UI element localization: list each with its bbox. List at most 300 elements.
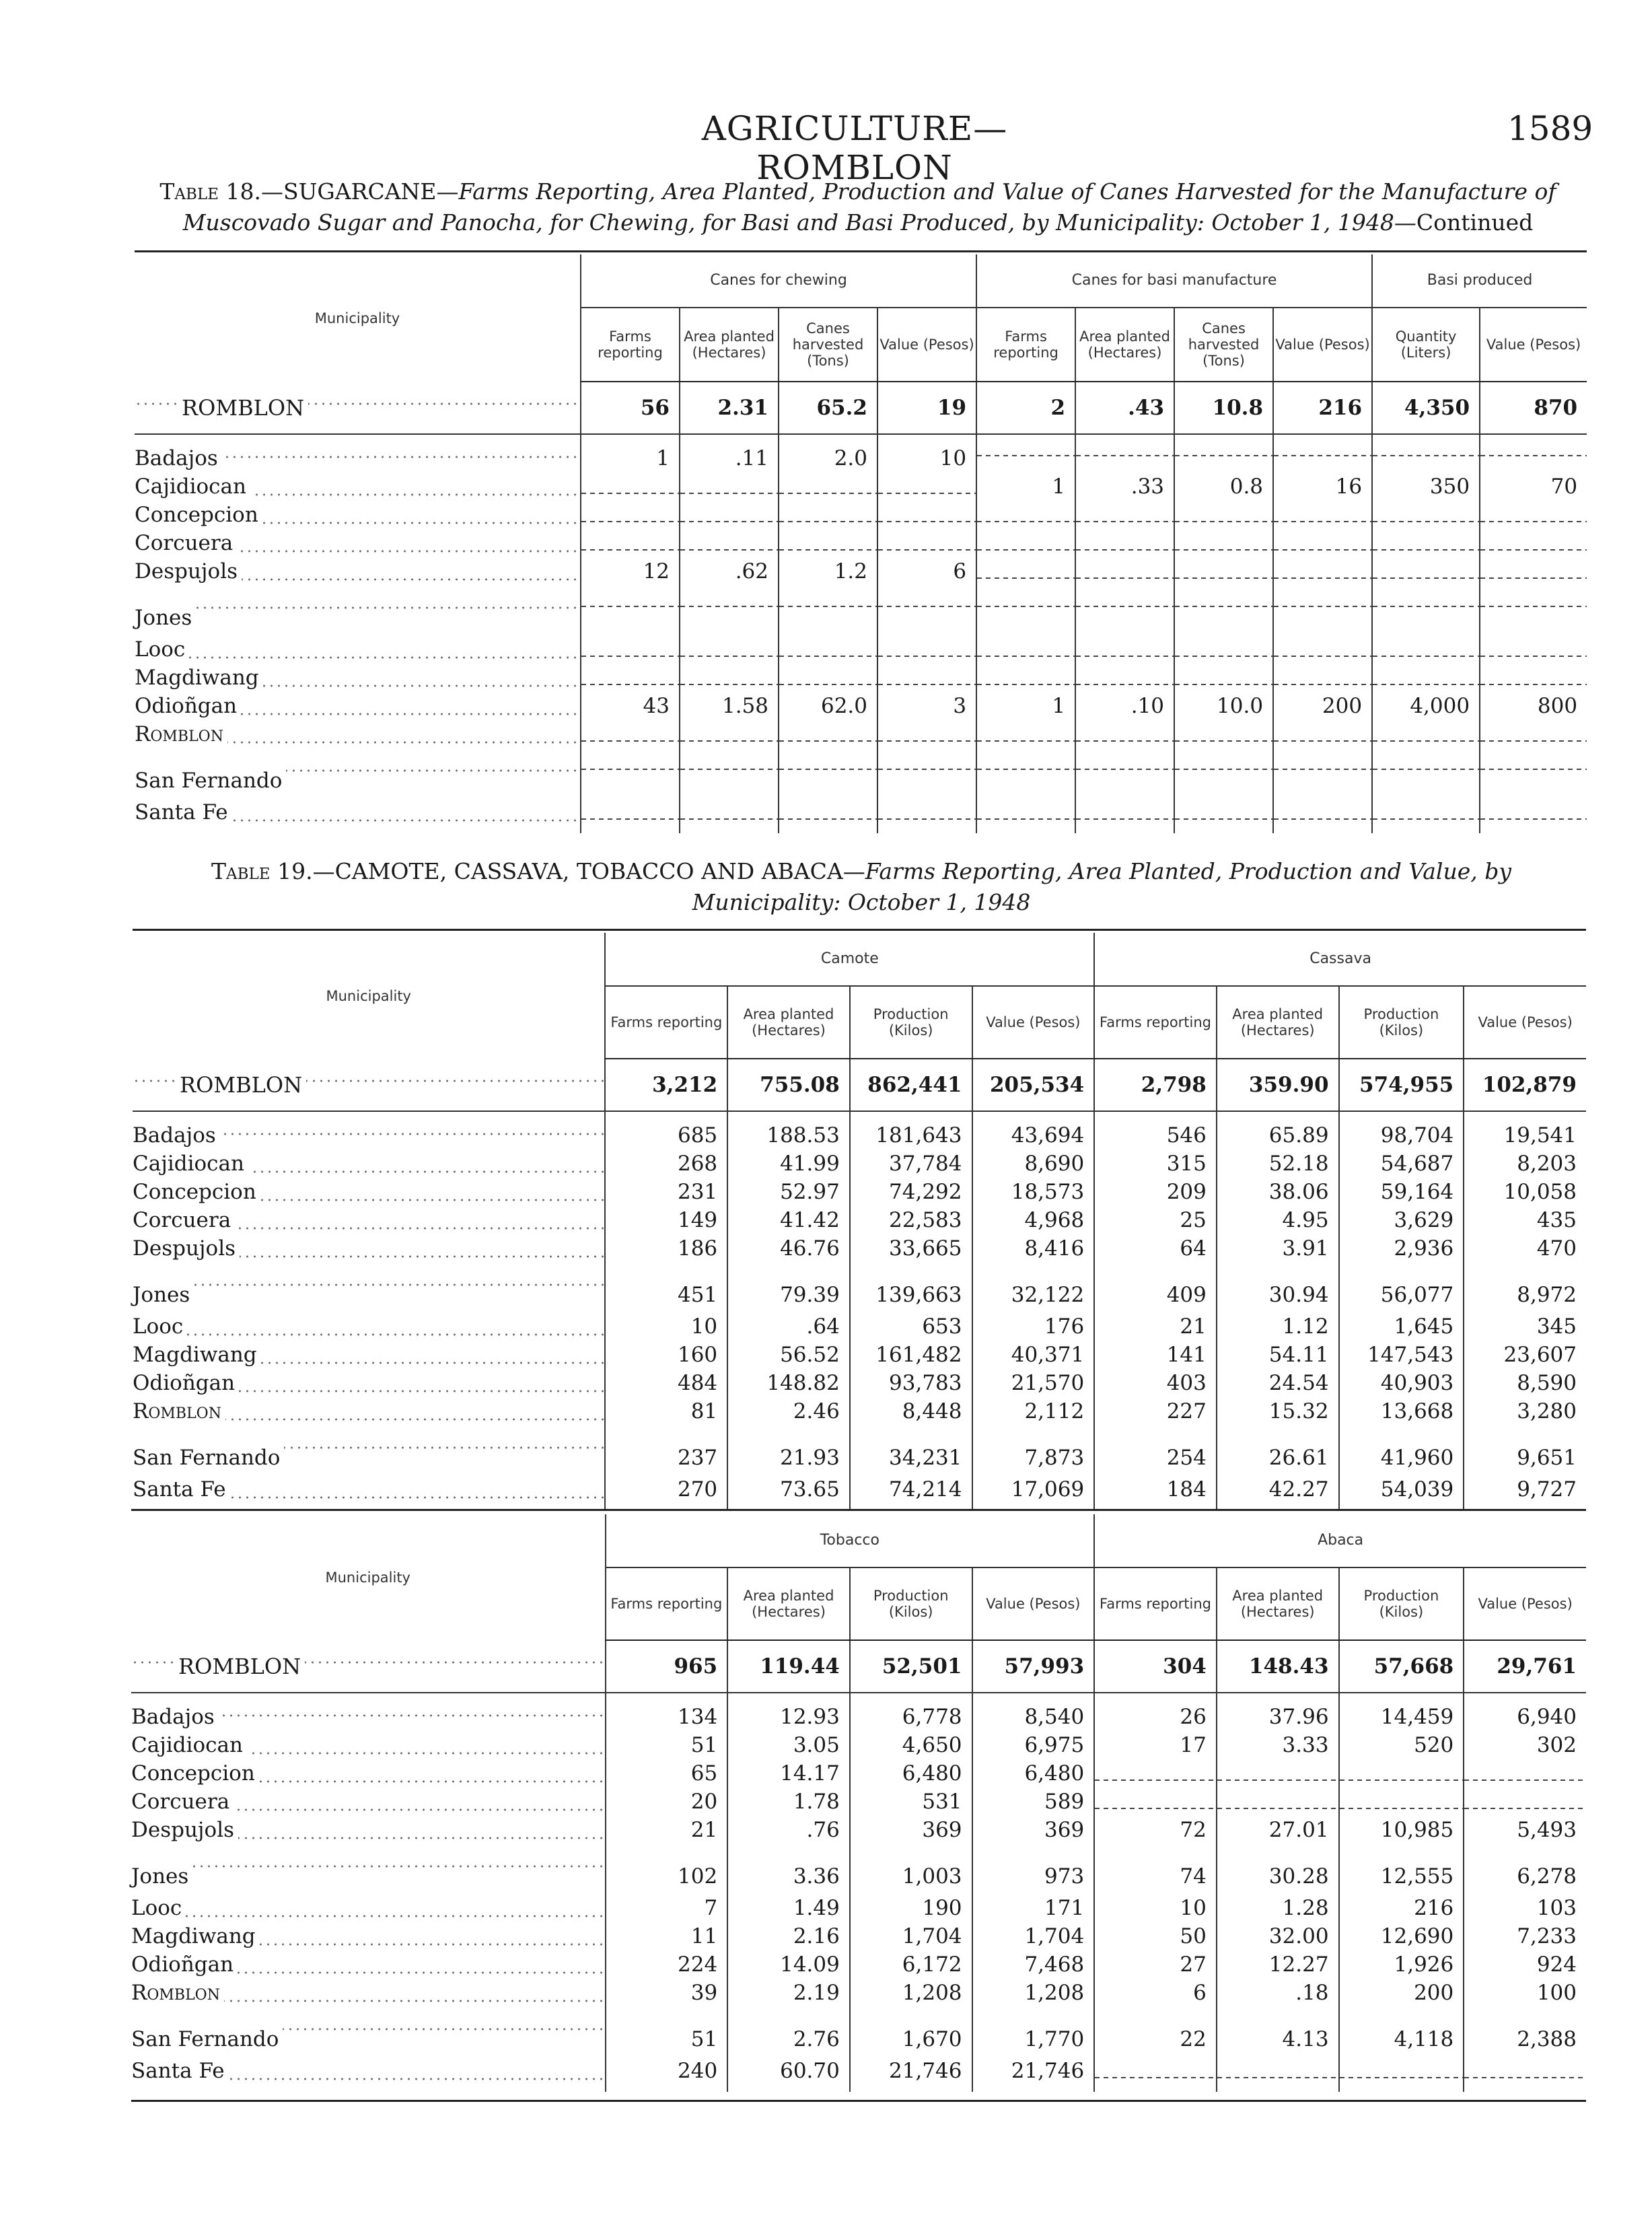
column-header: Area planted (Hectares): [680, 308, 779, 382]
table19-caption: [168, 856, 1554, 918]
column-header: Value (Pesos): [877, 308, 976, 382]
column-header: Farms reporting: [605, 986, 727, 1059]
table-row: [131, 1922, 1586, 1950]
value-cell: 39: [606, 1979, 728, 2007]
municipality-name: Magdiwang: [135, 666, 263, 690]
value-cell: [1075, 798, 1174, 833]
value-cell: 52.97: [727, 1178, 850, 1206]
value-cell: 15.32: [1217, 1397, 1339, 1425]
value-cell: 1.28: [1217, 1894, 1339, 1922]
value-cell: [877, 664, 976, 692]
value-cell: 1,926: [1339, 1950, 1464, 1979]
value-cell: 60.70: [727, 2057, 850, 2092]
column-header: Area planted (Hectares): [727, 1567, 850, 1640]
value-cell: 12: [581, 557, 680, 586]
table-row: [135, 472, 1587, 501]
value-cell: [680, 798, 779, 833]
municipality-cell: [133, 1369, 605, 1397]
value-cell: 2.16: [727, 1922, 850, 1950]
table-row: [133, 1234, 1586, 1263]
value-cell: 6: [877, 557, 976, 586]
municipality-cell: [135, 501, 581, 529]
value-cell: 6,278: [1464, 1844, 1586, 1894]
municipality-cell: [133, 1111, 605, 1150]
value-cell: [680, 472, 779, 501]
value-cell: 56.52: [727, 1341, 850, 1369]
table-row: [131, 1816, 1586, 1844]
value-cell: [1273, 664, 1372, 692]
municipality-cell: [135, 748, 581, 798]
value-cell: [1217, 2057, 1339, 2092]
value-cell: 227: [1094, 1397, 1217, 1425]
value-cell: 6,480: [850, 1759, 972, 1788]
municipality-name: Romblon: [131, 1981, 224, 2005]
value-cell: 2.31: [680, 382, 779, 434]
value-cell: 800: [1480, 692, 1587, 720]
caption-dash: —: [436, 178, 459, 205]
value-cell: 10.0: [1174, 692, 1273, 720]
municipality-cell: [131, 2057, 606, 2092]
value-cell: [680, 501, 779, 529]
value-cell: 50: [1094, 1922, 1217, 1950]
table18-caption: [131, 176, 1585, 238]
value-cell: [680, 635, 779, 664]
value-cell: 216: [1273, 382, 1372, 434]
value-cell: [1480, 557, 1587, 586]
municipality-name: Magdiwang: [133, 1343, 261, 1367]
value-cell: [1339, 1788, 1464, 1816]
column-header: Value (Pesos): [972, 1567, 1095, 1640]
total-row: [135, 382, 1587, 434]
value-cell: 65.89: [1217, 1111, 1339, 1150]
column-header: Canes harvested (Tons): [1174, 308, 1273, 382]
value-cell: 33,665: [850, 1234, 972, 1263]
value-cell: 1,208: [972, 1979, 1095, 2007]
column-header: Area planted (Hectares): [1075, 308, 1174, 382]
column-header: Value (Pesos): [1464, 986, 1586, 1059]
value-cell: 4,000: [1372, 692, 1480, 720]
value-cell: 589: [972, 1788, 1095, 1816]
value-cell: [1372, 635, 1480, 664]
value-cell: 30.28: [1217, 1844, 1339, 1894]
value-cell: 6,480: [972, 1759, 1095, 1788]
municipality-name: Despujols: [131, 1818, 238, 1842]
value-cell: 0.8: [1174, 472, 1273, 501]
municipality-name: Corcuera: [133, 1208, 235, 1232]
value-cell: 93,783: [850, 1369, 972, 1397]
value-cell: 34,231: [850, 1425, 972, 1475]
value-cell: 24.54: [1217, 1369, 1339, 1397]
municipality-cell: [131, 1979, 606, 2007]
value-cell: 1.12: [1217, 1312, 1339, 1341]
municipality-name: Looc: [133, 1314, 187, 1339]
value-cell: 74,214: [850, 1475, 972, 1510]
municipality-cell: [135, 720, 581, 748]
municipality-name: Santa Fe: [135, 800, 232, 824]
municipality-cell: [135, 635, 581, 664]
value-cell: 8,203: [1464, 1150, 1586, 1178]
value-cell: [877, 748, 976, 798]
value-cell: [1174, 748, 1273, 798]
value-cell: 4,118: [1339, 2007, 1464, 2057]
value-cell: 224: [606, 1950, 728, 1979]
value-cell: 1: [976, 472, 1075, 501]
value-cell: 12,690: [1339, 1922, 1464, 1950]
municipality-cell: [135, 692, 581, 720]
table-row: [135, 635, 1587, 664]
value-cell: 973: [972, 1844, 1095, 1894]
municipality-name: Jones: [133, 1283, 194, 1307]
value-cell: 37,784: [850, 1150, 972, 1178]
municipality-name: Santa Fe: [131, 2059, 229, 2083]
value-cell: 102,879: [1464, 1059, 1586, 1111]
value-cell: [976, 748, 1075, 798]
value-cell: 79.39: [727, 1263, 850, 1312]
value-cell: 65: [606, 1759, 728, 1788]
value-cell: 17: [1094, 1731, 1217, 1759]
value-cell: [779, 586, 877, 635]
value-cell: 21,746: [972, 2057, 1095, 2092]
value-cell: 32.00: [1217, 1922, 1339, 1950]
value-cell: 8,540: [972, 1693, 1095, 1731]
value-cell: 41.99: [727, 1150, 850, 1178]
value-cell: 54.11: [1217, 1341, 1339, 1369]
value-cell: [1075, 529, 1174, 557]
value-cell: [1273, 748, 1372, 798]
municipality-cell: [131, 1816, 606, 1844]
value-cell: 4,650: [850, 1731, 972, 1759]
value-cell: [779, 798, 877, 833]
table19-title: CAMOTE, CASSAVA, TOBACCO AND ABACA: [334, 858, 843, 884]
municipality-name: Cajidiocan: [133, 1152, 248, 1176]
value-cell: 149: [605, 1206, 727, 1234]
value-cell: 46.76: [727, 1234, 850, 1263]
value-cell: 190: [850, 1894, 972, 1922]
column-header: Value (Pesos): [1464, 1567, 1586, 1640]
value-cell: [1174, 798, 1273, 833]
table18: [135, 254, 1587, 833]
value-cell: 302: [1464, 1731, 1586, 1759]
value-cell: 57,993: [972, 1640, 1095, 1693]
value-cell: 21: [606, 1816, 728, 1844]
value-cell: 1.2: [779, 557, 877, 586]
municipality-name: Concepcion: [135, 503, 262, 527]
value-cell: 9,727: [1464, 1475, 1586, 1510]
value-cell: 37.96: [1217, 1693, 1339, 1731]
value-cell: 21,746: [850, 2057, 972, 2092]
value-cell: [680, 720, 779, 748]
value-cell: [581, 720, 680, 748]
value-cell: 4.13: [1217, 2007, 1339, 2057]
value-cell: [779, 472, 877, 501]
value-cell: 451: [605, 1263, 727, 1312]
value-cell: 119.44: [727, 1640, 850, 1693]
value-cell: [1372, 586, 1480, 635]
value-cell: 139,663: [850, 1263, 972, 1312]
value-cell: [1464, 1759, 1586, 1788]
value-cell: 6,172: [850, 1950, 972, 1979]
value-cell: 2.76: [727, 2007, 850, 2057]
value-cell: [779, 664, 877, 692]
caption-sep: —: [312, 858, 335, 884]
value-cell: 7,873: [972, 1425, 1095, 1475]
table-row: [135, 434, 1587, 472]
value-cell: 27.01: [1217, 1816, 1339, 1844]
column-header: Farms reporting: [976, 308, 1075, 382]
municipality-name: San Fernando: [131, 2027, 283, 2051]
value-cell: [581, 798, 680, 833]
value-cell: 2.0: [779, 434, 877, 472]
value-cell: 23,607: [1464, 1341, 1586, 1369]
value-cell: 531: [850, 1788, 972, 1816]
value-cell: [1372, 798, 1480, 833]
value-cell: 10: [605, 1312, 727, 1341]
group-header-cassava: Cassava: [1094, 933, 1586, 986]
value-cell: [976, 720, 1075, 748]
value-cell: [1372, 720, 1480, 748]
municipality-cell: [135, 529, 581, 557]
value-cell: 8,590: [1464, 1369, 1586, 1397]
value-cell: [877, 501, 976, 529]
value-cell: [1273, 557, 1372, 586]
value-cell: .62: [680, 557, 779, 586]
value-cell: 52.18: [1217, 1150, 1339, 1178]
value-cell: 520: [1339, 1731, 1464, 1759]
value-cell: 1,670: [850, 2007, 972, 2057]
value-cell: 237: [605, 1425, 727, 1475]
value-cell: 40,903: [1339, 1369, 1464, 1397]
table-row: [133, 1206, 1586, 1234]
value-cell: 270: [605, 1475, 727, 1510]
municipality-cell: [133, 1234, 605, 1263]
table-row: [131, 1894, 1586, 1922]
municipality-cell: [131, 1844, 606, 1894]
value-cell: .76: [727, 1816, 850, 1844]
value-cell: 64: [1094, 1234, 1217, 1263]
municipality-cell: [133, 1475, 605, 1510]
value-cell: [1174, 664, 1273, 692]
value-cell: 369: [972, 1816, 1095, 1844]
value-cell: 685: [605, 1111, 727, 1150]
value-cell: 254: [1094, 1425, 1217, 1475]
value-cell: 315: [1094, 1150, 1217, 1178]
table-row: [135, 798, 1587, 833]
municipality-name: Romblon: [133, 1399, 225, 1423]
municipality-name: Looc: [135, 637, 189, 662]
table-row: [131, 1731, 1586, 1759]
value-cell: 43,694: [972, 1111, 1095, 1150]
value-cell: 4,968: [972, 1206, 1095, 1234]
value-cell: [1174, 529, 1273, 557]
value-cell: 181,643: [850, 1111, 972, 1150]
table-row: [131, 1788, 1586, 1816]
municipality-name: Odioñgan: [131, 1952, 238, 1977]
value-cell: [1273, 586, 1372, 635]
table19-description: Farms Reporting, Area Planted, Production and Value, by Municipality: October 1, 1948: [692, 858, 1511, 915]
column-header: Production (Kilos): [850, 986, 972, 1059]
value-cell: 188.53: [727, 1111, 850, 1150]
value-cell: [877, 472, 976, 501]
value-cell: 54,687: [1339, 1150, 1464, 1178]
value-cell: 965: [606, 1640, 728, 1693]
value-cell: 42.27: [1217, 1475, 1339, 1510]
group-header-tobacco: Tobacco: [606, 1514, 1095, 1567]
municipality-cell: [135, 557, 581, 586]
value-cell: 171: [972, 1894, 1095, 1922]
group-header-camote: Camote: [605, 933, 1094, 986]
value-cell: 73.65: [727, 1475, 850, 1510]
value-cell: [1273, 635, 1372, 664]
value-cell: 1,704: [850, 1922, 972, 1950]
table-row: [133, 1369, 1586, 1397]
value-cell: 27: [1094, 1950, 1217, 1979]
group-header-chewing: Canes for chewing: [581, 254, 976, 308]
municipality-name: Corcuera: [131, 1790, 234, 1814]
value-cell: 72: [1094, 1816, 1217, 1844]
value-cell: [976, 434, 1075, 472]
value-cell: .10: [1075, 692, 1174, 720]
value-cell: [976, 664, 1075, 692]
value-cell: 11: [606, 1922, 728, 1950]
value-cell: [1372, 748, 1480, 798]
value-cell: 12.27: [1217, 1950, 1339, 1979]
value-cell: 8,972: [1464, 1263, 1586, 1312]
municipality-cell: [133, 1263, 605, 1312]
value-cell: 12,555: [1339, 1844, 1464, 1894]
value-cell: [581, 529, 680, 557]
value-cell: [1174, 434, 1273, 472]
value-cell: 74,292: [850, 1178, 972, 1206]
value-cell: 184: [1094, 1475, 1217, 1510]
value-cell: [1174, 501, 1273, 529]
column-header: Production (Kilos): [1339, 1567, 1464, 1640]
column-header: Area planted (Hectares): [727, 986, 850, 1059]
municipality-name: ROMBLON: [178, 1654, 305, 1679]
value-cell: [1174, 557, 1273, 586]
value-cell: 81: [605, 1397, 727, 1425]
value-cell: 13,668: [1339, 1397, 1464, 1425]
municipality-cell: [133, 1178, 605, 1206]
value-cell: 26: [1094, 1693, 1217, 1731]
municipality-name: Despujols: [135, 559, 242, 584]
table-row: [135, 720, 1587, 748]
value-cell: 546: [1094, 1111, 1217, 1150]
table-row: [135, 692, 1587, 720]
table-row: [133, 1475, 1586, 1510]
value-cell: 40,371: [972, 1341, 1095, 1369]
value-cell: 176: [972, 1312, 1095, 1341]
value-cell: [877, 586, 976, 635]
value-cell: 29,761: [1464, 1640, 1586, 1693]
value-cell: 38.06: [1217, 1178, 1339, 1206]
value-cell: [1372, 557, 1480, 586]
table-row: [135, 529, 1587, 557]
table-row: [131, 1979, 1586, 2007]
value-cell: 2,798: [1094, 1059, 1217, 1111]
value-cell: 16: [1273, 472, 1372, 501]
column-header: Farms reporting: [1094, 986, 1217, 1059]
value-cell: 2,112: [972, 1397, 1095, 1425]
value-cell: [779, 720, 877, 748]
municipality-name: Concepcion: [131, 1761, 259, 1786]
table-row: [133, 1425, 1586, 1475]
value-cell: 755.08: [727, 1059, 850, 1111]
value-cell: 12.93: [727, 1693, 850, 1731]
value-cell: 59,164: [1339, 1178, 1464, 1206]
table18-label: Table 18.: [159, 178, 261, 205]
value-cell: 51: [606, 1731, 728, 1759]
value-cell: [1075, 586, 1174, 635]
column-header: Value (Pesos): [1480, 308, 1587, 382]
value-cell: 74: [1094, 1844, 1217, 1894]
municipality-name: Santa Fe: [133, 1477, 230, 1502]
value-cell: 3,629: [1339, 1206, 1464, 1234]
value-cell: 6,778: [850, 1693, 972, 1731]
column-header: Area planted (Hectares): [1217, 1567, 1339, 1640]
value-cell: [1075, 720, 1174, 748]
table-row: [131, 1759, 1586, 1788]
value-cell: 147,543: [1339, 1341, 1464, 1369]
value-cell: 1.58: [680, 692, 779, 720]
value-cell: [1273, 529, 1372, 557]
value-cell: 1: [581, 434, 680, 472]
value-cell: 3,280: [1464, 1397, 1586, 1425]
value-cell: [1075, 664, 1174, 692]
value-cell: 200: [1273, 692, 1372, 720]
value-cell: 25: [1094, 1206, 1217, 1234]
value-cell: 2,388: [1464, 2007, 1586, 2057]
value-cell: 14,459: [1339, 1693, 1464, 1731]
municipality-cell: [131, 1922, 606, 1950]
value-cell: 3,212: [605, 1059, 727, 1111]
value-cell: 41,960: [1339, 1425, 1464, 1475]
municipality-name: Badajos: [133, 1123, 220, 1148]
value-cell: [1174, 720, 1273, 748]
total-row: [131, 1640, 1586, 1693]
value-cell: [1075, 635, 1174, 664]
value-cell: 3.33: [1217, 1731, 1339, 1759]
value-cell: [680, 664, 779, 692]
value-cell: [1480, 664, 1587, 692]
table-row: [135, 557, 1587, 586]
value-cell: 9,651: [1464, 1425, 1586, 1475]
value-cell: .33: [1075, 472, 1174, 501]
value-cell: 359.90: [1217, 1059, 1339, 1111]
value-cell: 1,003: [850, 1844, 972, 1894]
table-row: [131, 2057, 1586, 2092]
municipality-cell: [135, 382, 581, 434]
value-cell: 186: [605, 1234, 727, 1263]
value-cell: 435: [1464, 1206, 1586, 1234]
municipality-cell: [135, 472, 581, 501]
value-cell: 56: [581, 382, 680, 434]
value-cell: [581, 501, 680, 529]
value-cell: 2: [976, 382, 1075, 434]
municipality-cell: [131, 2007, 606, 2057]
value-cell: [581, 472, 680, 501]
caption-dash: —: [842, 858, 865, 884]
municipality-cell: [131, 1894, 606, 1922]
value-cell: 403: [1094, 1369, 1217, 1397]
value-cell: [1372, 664, 1480, 692]
municipality-name: San Fernando: [133, 1446, 284, 1470]
value-cell: 51: [606, 2007, 728, 2057]
value-cell: 161,482: [850, 1341, 972, 1369]
value-cell: [1075, 748, 1174, 798]
value-cell: 22,583: [850, 1206, 972, 1234]
column-header: Value (Pesos): [972, 986, 1095, 1059]
value-cell: [1464, 2057, 1586, 2092]
